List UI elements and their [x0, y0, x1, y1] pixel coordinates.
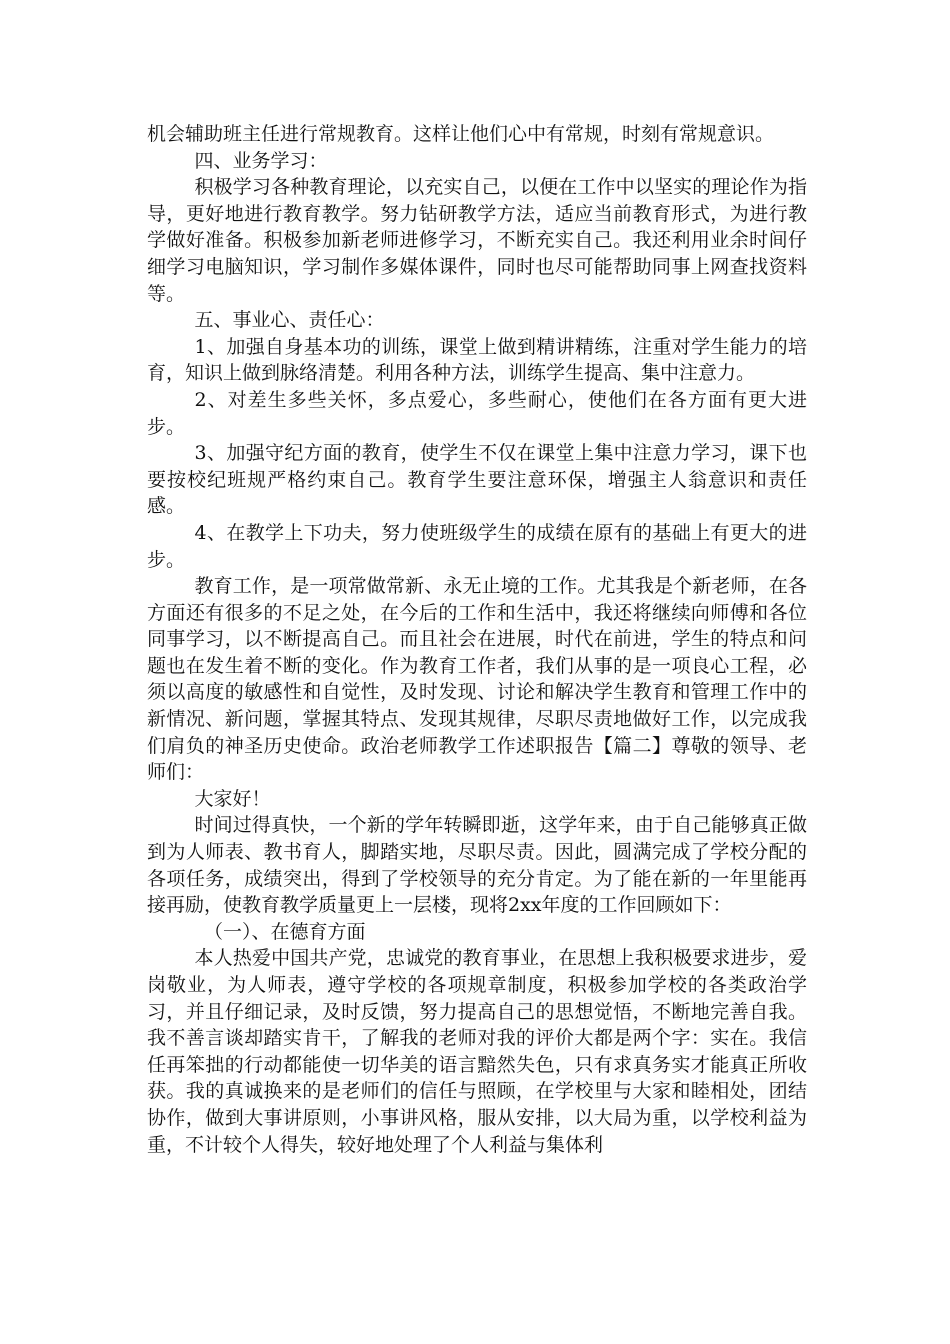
section-heading-career-responsibility: 五、事业心、责任心： [194, 309, 385, 332]
subsection-heading-moral-education: （一）、在德育方面 [204, 920, 366, 943]
paragraph-conclusion: 教育工作，是一项常做常新、永无止境的工作。尤其我是个新老师，在各方面还有很多的不足之处，在今后的工作和生活中，我还将继续向师傅和各位同事学习，以不断提高自己。而且社会在进展，时代在前进，学生的特点和问题也在发生着不断的变化。作为教育工作者，我们从事的是一项良心工程，必须以高度的敏感性和自觉性，及时发现、讨论和解决学生教育和管理工作中的新情况、新问题，掌握其特点、发现其规律，尽职尽责地做好工作，以完成我们肩负的神圣历史使命。政治老师教学工作述职报告【篇二】尊敬的领导、老师们： [147, 575, 807, 784]
document-page [147, 121, 807, 1158]
section-heading-business-study: 四、业务学习： [194, 149, 328, 172]
paragraph-continuation: 机会辅助班主任进行常规教育。这样让他们心中有常规，时刻有常规意识。 [147, 123, 775, 145]
greeting: 大家好！ [194, 787, 271, 810]
paragraph-moral-education: 本人热爱中国共产党，忠诚党的教育事业，在思想上我积极要求进步，爱岗敬业，为人师表，遵守学校的各项规章制度，积极参加学校的各类政治学习，并且仔细记录，及时反馈，努力提高自己的思想觉悟，不断地完善自我。我不善言谈却踏实肯干，了解我的老师对我的评价大都是两个字：实在。我信任再笨拙的行动都能使一切华美的语言黯然失色，只有求真务实才能真正所收获。我的真诚换来的是老师们的信任与照顾，在学校里与大家和睦相处，团结协作，做到大事讲原则，小事讲风格，服从安排，以大局为重，以学校利益为重，不计较个人得失，较好地处理了个人利益与集体利 [147, 947, 807, 1156]
list-item-2: 2、对差生多些关怀，多点爱心，多些耐心，使他们在各方面有更大进步。 [147, 388, 807, 438]
paragraph-year-review: 时间过得真快，一个新的学年转瞬即逝，这学年来，由于自己能够真正做到为人师表、教书育人，脚踏实地，尽职尽责。因此，圆满完成了学校分配的各项任务，成绩突出，得到了学校领导的充分肯定。为了能在新的一年里能再接再励，使教育教学质量更上一层楼，现将2xx年度的工作回顾如下： [147, 814, 807, 917]
list-item-1: 1、加强自身基本功的训练，课堂上做到精讲精练，注重对学生能力的培育，知识上做到脉络清楚。利用各种方法，训练学生提高、集中注意力。 [147, 335, 807, 385]
list-item-4: 4、在教学上下功夫，努力使班级学生的成绩在原有的基础上有更大的进步。 [147, 521, 807, 571]
paragraph-business-study: 积极学习各种教育理论，以充实自己，以便在工作中以坚实的理论作为指导，更好地进行教育教学。努力钻研教学方法，适应当前教育形式，为进行教学做好准备。积极参加新老师进修学习，不断充实自己。我还利用业余时间仔细学习电脑知识，学习制作多媒体课件，同时也尽可能帮助同事上网查找资料等。 [147, 176, 807, 305]
list-item-3: 3、加强守纪方面的教育，使学生不仅在课堂上集中注意力学习，课下也要按校纪班规严格约束自己。教育学生要注意环保，增强主人翁意识和责任感。 [147, 442, 807, 518]
